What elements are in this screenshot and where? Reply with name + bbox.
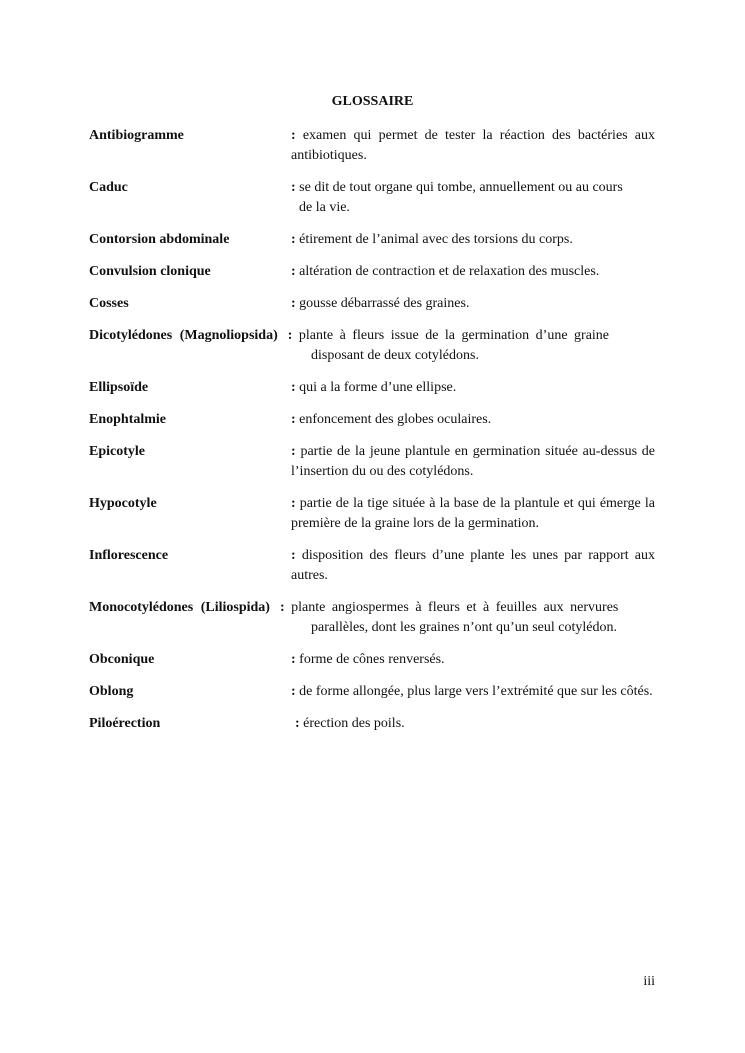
glossary-term: Oblong <box>89 684 134 699</box>
glossary-term: Dicotylédones (Magnoliopsida) <box>89 328 278 343</box>
glossary-entry <box>89 410 655 430</box>
glossary-term: Piloérection <box>89 716 161 731</box>
glossary-entry <box>89 682 655 702</box>
glossary-definition: : plante angiospermes à fleurs et à feuilles aux nervures parallèles, dont les graines n’ont qu’un seul cotylédon. <box>279 600 619 635</box>
glossary-entry <box>89 378 655 398</box>
glossary-definition: : partie de la tige située à la base de la plantule et qui émerge la première de la graine lors de la germination. <box>291 496 655 531</box>
glossary-definition: : enfoncement des globes oculaires. <box>291 412 492 427</box>
glossary-definition: : altération de contraction et de relaxation des muscles. <box>291 264 600 279</box>
glossary-entry <box>89 230 655 250</box>
glossary-term: Caduc <box>89 180 128 195</box>
glossary-definition: : plante à fleurs issue de la germination d’une graine disposant de deux cotylédons. <box>287 328 610 363</box>
glossary-entry <box>89 178 655 218</box>
glossary-entry <box>89 546 655 586</box>
glossary-term: Antibiogramme <box>89 128 184 143</box>
glossary-list <box>89 126 655 746</box>
glossary-entry <box>89 442 655 482</box>
glossary-term: Contorsion abdominale <box>89 232 230 247</box>
glossary-term: Epicotyle <box>89 444 145 459</box>
glossary-term: Hypocotyle <box>89 496 157 511</box>
glossary-definition: : disposition des fleurs d’une plante les unes par rapport aux autres. <box>291 548 655 583</box>
glossary-entry <box>89 714 655 734</box>
glossary-entry <box>89 494 655 534</box>
glossary-definition: : étirement de l’animal avec des torsions du corps. <box>291 232 573 247</box>
page-number: iii <box>643 974 655 989</box>
glossary-entry <box>89 126 655 166</box>
glossary-definition: : gousse débarrassé des graines. <box>291 296 470 311</box>
glossary-term: Monocotylédones (Liliospida) <box>89 600 270 615</box>
glossary-term: Enophtalmie <box>89 412 167 427</box>
glossary-entry <box>89 326 655 366</box>
glossary-term: Ellipsoïde <box>89 380 149 395</box>
glossary-definition: : de forme allongée, plus large vers l’extrémité que sur les côtés. <box>291 684 653 699</box>
glossary-definition: : se dit de tout organe qui tombe, annuellement ou au cours de la vie. <box>291 180 623 215</box>
glossary-term: Cosses <box>89 296 129 311</box>
glossary-definition: : partie de la jeune plantule en germination située au-dessus de l’insertion du ou des cotylédons. <box>291 444 655 479</box>
glossary-entry <box>89 294 655 314</box>
glossary-definition: : examen qui permet de tester la réaction des bactéries aux antibiotiques. <box>291 128 655 163</box>
glossary-entry <box>89 650 655 670</box>
glossary-definition: : qui a la forme d’une ellipse. <box>291 380 457 395</box>
glossary-term: Convulsion clonique <box>89 264 211 279</box>
glossary-entry <box>89 262 655 282</box>
glossary-term: Obconique <box>89 652 155 667</box>
glossary-definition: : érection des poils. <box>295 716 405 731</box>
glossary-entry <box>89 598 655 638</box>
glossary-term: Inflorescence <box>89 548 169 563</box>
page-title: GLOSSAIRE <box>331 94 414 109</box>
glossary-definition: : forme de cônes renversés. <box>291 652 445 667</box>
